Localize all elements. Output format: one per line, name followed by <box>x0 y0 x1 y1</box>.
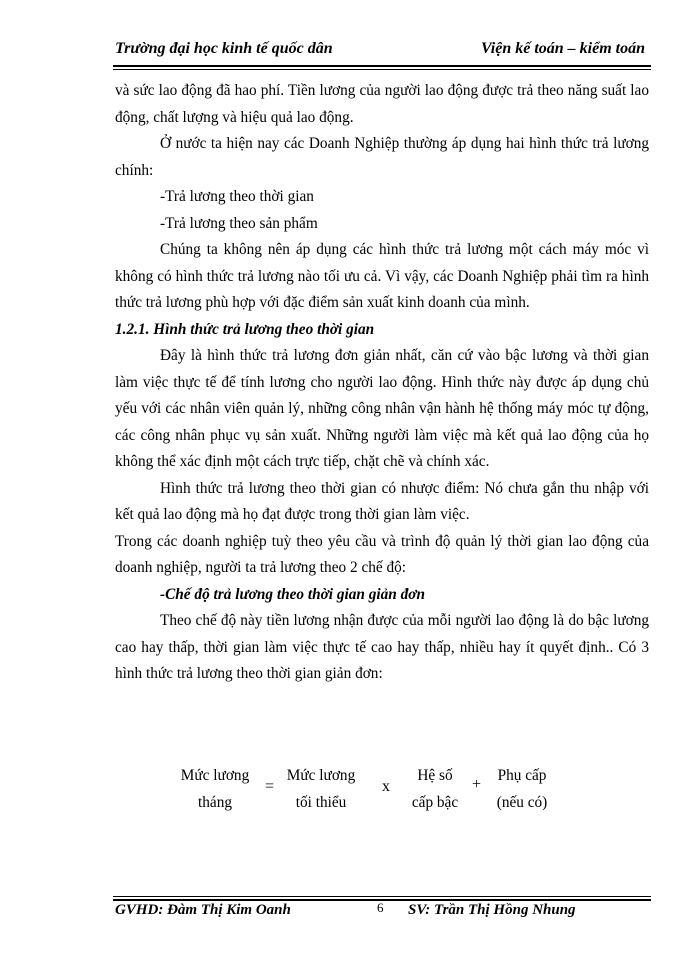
formula-term-monthly-salary: Mức lương tháng <box>180 767 250 811</box>
section-heading: 1.2.1. Hình thức trả lương theo thời gian <box>115 320 375 338</box>
bullet-item: -Trả lương theo thời gian <box>160 188 314 205</box>
page-body <box>115 78 649 688</box>
header-university: Trường đại học kinh tế quốc dân <box>115 40 333 57</box>
formula-equals: = <box>265 778 275 795</box>
formula-term-allowance: Phụ cấp (nếu có) <box>496 767 548 811</box>
subsection-heading: -Chế độ trả lương theo thời gian giản đơn <box>160 585 425 603</box>
paragraph: Chúng ta không nên áp dụng các hình thức trả lương một cách máy móc vì không có hình thức trả lương nào tối ưu cả. Vì vậy, các Doanh Nghiệp phải tìm ra hình thức trả lương phù hợp với đặc điểm sản xuất kinh doanh của mình. <box>115 241 649 311</box>
paragraph: Hình thức trả lương theo thời gian có nhược điểm: Nó chưa gắn thu nhập với kết quả lao động mà họ đạt được trong thời gian làm việc. <box>115 479 649 523</box>
paragraph: Ở nước ta hiện nay các Doanh Nghiệp thường áp dụng hai hình thức trả lương chính: <box>115 135 649 179</box>
formula-term-coefficient: Hệ số cấp bậc <box>411 767 459 811</box>
paragraph: và sức lao động đã hao phí. Tiền lương của người lao động được trả theo năng suất lao động, chất lượng và hiệu quả lao động. <box>115 82 649 126</box>
footer-student: SV: Trần Thị Hồng Nhung <box>408 902 576 918</box>
header-rule-thin <box>113 69 651 70</box>
footer-supervisor: GVHD: Đàm Thị Kim Oanh <box>115 902 291 918</box>
header-institute: Viện kế toán – kiểm toán <box>480 40 645 57</box>
formula-plus: + <box>472 776 482 793</box>
paragraph: Theo chế độ này tiền lương nhận được của mỗi người lao động là do bậc lương cao hay thấp, thời gian làm việc thực tế cao hay thấp, nhiều hay ít quyết định.. Có 3 hình thức trả lương theo thời gian giản đơn: <box>115 612 649 682</box>
paragraph: Đây là hình thức trả lương đơn giản nhất, căn cứ vào bậc lương và thời gian làm việc thực tế để tính lương cho người lao động. Hình thức này được áp dụng chủ yếu với các nhân viên quản lý, những công nhân vận hành hệ thống máy móc tự động, các công nhân phục vụ sản xuất. Những người làm việc mà kết quả lao động của họ không thể xác định một cách trực tiếp, chặt chẽ và chính xác. <box>115 347 649 470</box>
footer-rule-thin <box>113 896 651 897</box>
paragraph: Trong các doanh nghiệp tuỳ theo yêu cầu và trình độ quản lý thời gian lao động của doanh nghiệp, người ta trả lương theo 2 chế độ: <box>115 532 649 576</box>
formula-term-min-salary: Mức lương tối thiểu <box>286 767 356 811</box>
page-number: 6 <box>377 900 384 915</box>
bullet-item: -Trả lương theo sản phẩm <box>160 214 318 232</box>
formula-times: x <box>382 778 390 795</box>
header-rule <box>113 65 651 67</box>
